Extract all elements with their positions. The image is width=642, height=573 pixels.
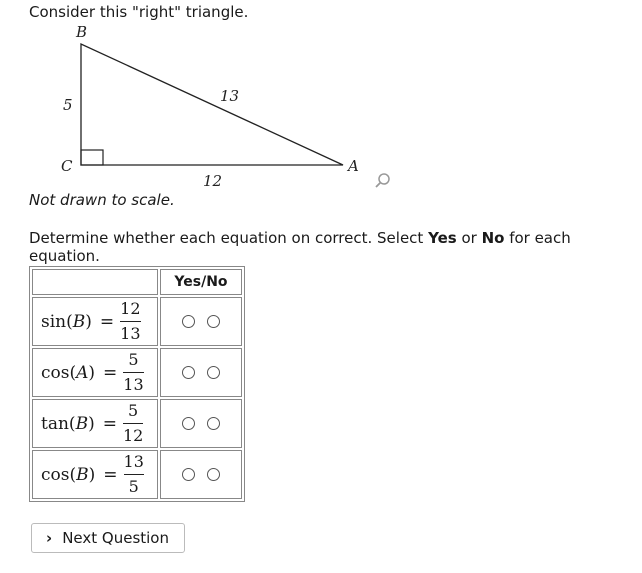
numerator: 5 — [128, 350, 139, 369]
table-row — [32, 297, 242, 346]
instructions-no: No — [481, 229, 505, 247]
function-arg: B — [75, 413, 89, 434]
equation-cell — [32, 399, 158, 448]
vertex-b-label: B — [76, 23, 88, 41]
denominator: 13 — [120, 324, 141, 343]
equation-cell — [32, 297, 158, 346]
table-row — [32, 450, 242, 499]
intro-text: Consider this "right" triangle. — [29, 3, 249, 21]
not-to-scale-note: Not drawn to scale. — [29, 191, 175, 209]
numerator: 13 — [123, 452, 144, 471]
side-ab-label: 13 — [220, 87, 240, 105]
chevron-right-icon: › — [46, 529, 53, 547]
no-radio[interactable] — [207, 366, 220, 379]
function-name: sin — [41, 311, 67, 332]
equation-cell — [32, 348, 158, 397]
no-radio[interactable] — [207, 315, 220, 328]
vertex-a-label: A — [348, 157, 359, 175]
instructions-text: Determine whether each equation on correct. Select — [29, 229, 429, 247]
instructions — [29, 229, 642, 265]
answer-cell — [160, 450, 242, 499]
function-name: cos — [41, 464, 70, 485]
table-row — [32, 348, 242, 397]
header-yes-no: Yes/No — [160, 269, 242, 295]
table-header-row — [32, 269, 242, 295]
answer-cell — [160, 348, 242, 397]
triangle-figure — [0, 0, 420, 200]
denominator: 13 — [123, 375, 144, 394]
equation-lhs: sin(B) — [41, 311, 92, 332]
equation-lhs: cos(B) — [41, 464, 96, 485]
function-arg: B — [72, 311, 86, 332]
yes-radio[interactable] — [182, 468, 195, 481]
table-row — [32, 399, 242, 448]
triangle-shape — [81, 44, 343, 165]
fraction — [123, 350, 143, 395]
no-radio[interactable] — [207, 417, 220, 430]
no-radio[interactable] — [207, 468, 220, 481]
answer-cell — [160, 399, 242, 448]
equals-sign: = — [99, 311, 115, 332]
equals-sign: = — [103, 362, 118, 383]
equation-lhs: tan(B) — [41, 413, 95, 434]
numerator: 12 — [120, 299, 141, 318]
fraction — [123, 401, 143, 446]
denominator: 12 — [122, 426, 144, 445]
magnifier-icon[interactable] — [376, 174, 389, 187]
side-bc-label: 5 — [63, 96, 73, 114]
header-blank — [32, 269, 158, 295]
function-arg: A — [76, 362, 89, 383]
equation-lhs: cos(A) — [41, 362, 96, 383]
equals-sign: = — [102, 413, 117, 434]
instructions-yes: Yes — [428, 229, 457, 247]
yes-radio[interactable] — [182, 417, 195, 430]
yes-radio[interactable] — [182, 315, 195, 328]
function-name: cos — [41, 362, 70, 383]
function-arg: B — [76, 464, 89, 485]
side-ca-label: 12 — [203, 172, 223, 190]
instructions-or: or — [456, 229, 482, 247]
next-question-button[interactable] — [31, 523, 185, 553]
next-question-label: Next Question — [62, 529, 169, 547]
instructions-end: for each equation. — [29, 229, 571, 265]
equals-sign: = — [103, 464, 118, 485]
yes-radio[interactable] — [182, 366, 195, 379]
fraction — [120, 299, 140, 344]
vertex-c-label: C — [61, 157, 73, 175]
right-angle-marker — [81, 150, 103, 165]
function-name: tan — [41, 413, 69, 434]
answer-cell — [160, 297, 242, 346]
equation-cell — [32, 450, 158, 499]
equation-table — [29, 266, 245, 502]
denominator: 5 — [128, 477, 139, 496]
numerator: 5 — [128, 401, 139, 420]
fraction — [124, 452, 144, 497]
